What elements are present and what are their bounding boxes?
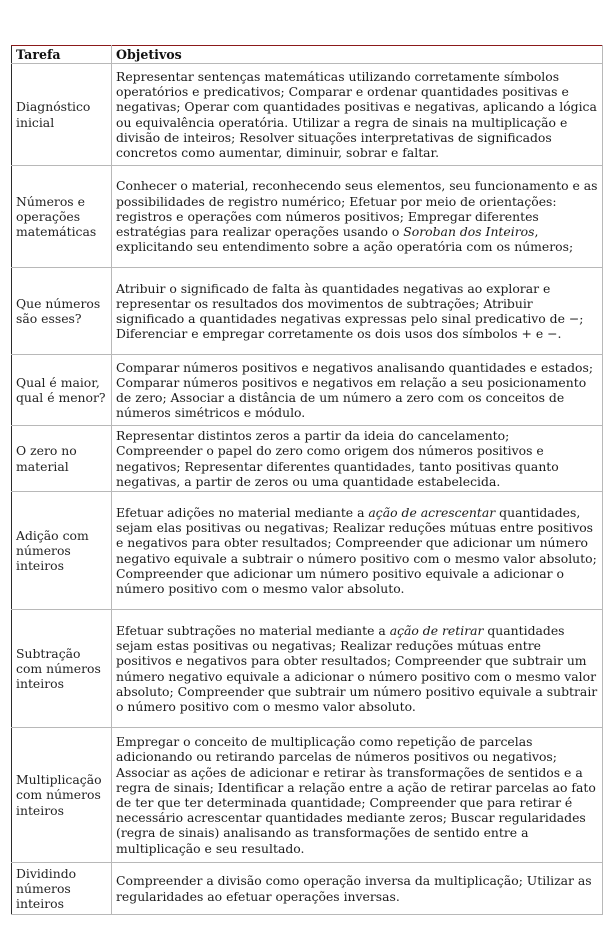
objectives-text-cont: quantidades, sejam elas positivas ou negativas; Realizar reduções mútuas entre positivos e negativos para obter resultados; Compreender que adicionar um número negativo equivale a subtrair o número positivo com o mesmo valor absoluto; Compreender que adicionar um número positivo equivale a adicionar o número positivo com o mesmo valor absoluto.: [116, 504, 597, 596]
objectives-cell: [112, 166, 603, 268]
objectives-text: Representar sentenças matemáticas utilizando corretamente símbolos operatórios e predicativos; Comparar e ordenar quantidades positivas e negativas; Operar com quantidades positivas e negativas, aplicando a lógica ou equivalência operatória. Utilizar a regra de sinais na multiplicação e divisão de inteiros; Resolver situações interpretativas de significados concretos como aumentar, diminuir, sobrar e faltar.: [116, 68, 597, 160]
objectives-cell: [112, 355, 603, 426]
task-cell: Subtração com números inteiros: [12, 610, 112, 728]
objectives-cell: [112, 492, 603, 610]
objectives-cell: [112, 863, 603, 915]
objectives-text: Atribuir o significado de falta às quantidades negativas ao explorar e representar os resultados dos movimentos de subtrações; Atribuir significado a quantidades negativas expressas pelo sinal predicativo de −; Diferenciar e empregar corretamente os dois usos dos símbolos + e −.: [116, 280, 584, 342]
task-cell: Adição com números inteiros: [12, 492, 112, 610]
task-cell: Multiplicação com números inteiros: [12, 728, 112, 863]
task-cell: Dividindo números inteiros: [12, 863, 112, 915]
objectives-cell: [112, 426, 603, 492]
objectives-text: Efetuar subtrações no material mediante a: [116, 622, 390, 638]
objectives-emphasis: Soroban dos Inteiros: [403, 224, 535, 240]
table-row: [12, 64, 603, 166]
task-cell: O zero no material: [12, 426, 112, 492]
table-row: [12, 355, 603, 426]
objectives-cell: [112, 64, 603, 166]
task-cell: Números e operações matemáticas: [12, 166, 112, 268]
objectives-cell: [112, 728, 603, 863]
table-row: [12, 610, 603, 728]
objectives-emphasis: ação de retirar: [389, 622, 484, 638]
objectives-table: [11, 45, 603, 915]
header-objectives: Objetivos: [112, 46, 603, 64]
objectives-cell: [112, 268, 603, 355]
header-task: Tarefa: [12, 46, 112, 64]
objectives-cell: [112, 610, 603, 728]
objectives-text: Comparar números positivos e negativos analisando quantidades e estados; Comparar números positivos e negativos em relação a seu posicionamento de zero; Associar a distância de um número a zero com os conceitos de números simétricos e módulo.: [116, 359, 594, 421]
table-row: [12, 863, 603, 915]
objectives-text-cont: quantidades sejam estas positivas ou negativas; Realizar reduções mútuas entre positivos e negativos para obter resultados; Compreender que subtrair um número negativo equivale a adicionar o número positivo com o mesmo valor absoluto; Compreender que subtrair um número positivo equivale a subtrair o número positivo com o mesmo valor absoluto.: [116, 622, 598, 714]
objectives-emphasis: ação de acrescentar: [368, 504, 496, 520]
table-row: [12, 268, 603, 355]
table-row: [12, 492, 603, 610]
objectives-text: Conhecer o material, reconhecendo seus elementos, seu funcionamento e as possibilidades de registro numérico; Efetuar por meio de orientações: registros e operações com números positivos; Empregar diferentes estratégias para realizar operações usando o: [116, 178, 598, 240]
task-cell: Diagnóstico inicial: [12, 64, 112, 166]
objectives-text: Empregar o conceito de multiplicação como repetição de parcelas adicionando ou retirando parcelas de números positivos ou negativos; Associar as ações de adicionar e retirar às transformações de sentidos e a regra de sinais; Identificar a relação entre a ação de retirar parcelas ao fato de ter que ter determinada quantidade; Compreender que para retirar é necessário acrescentar quantidades mediante zeros; Buscar regularidades (regra de sinais) analisando as transformações de sentido entre a multiplicação e seu resultado.: [116, 734, 596, 856]
objectives-text: Efetuar adições no material mediante a: [116, 504, 369, 520]
task-cell: Qual é maior, qual é menor?: [12, 355, 112, 426]
task-cell: Que números são esses?: [12, 268, 112, 355]
header-row: [12, 46, 603, 64]
objectives-text-cont: , explicitando seu entendimento sobre a ação operatória com os números;: [116, 224, 574, 255]
objectives-text: Representar distintos zeros a partir da ideia do cancelamento; Compreender o papel do zero como origem dos números positivos e negativos; Representar diferentes quantidades, tanto positivas quanto negativas, a partir de zeros ou uma quantidade estabelecida.: [116, 428, 559, 489]
table-row: [12, 166, 603, 268]
table-row: [12, 728, 603, 863]
objectives-text: Compreender a divisão como operação inversa da multiplicação; Utilizar as regularidades ao efetuar operações inversas.: [116, 873, 592, 904]
table-row: [12, 426, 603, 492]
